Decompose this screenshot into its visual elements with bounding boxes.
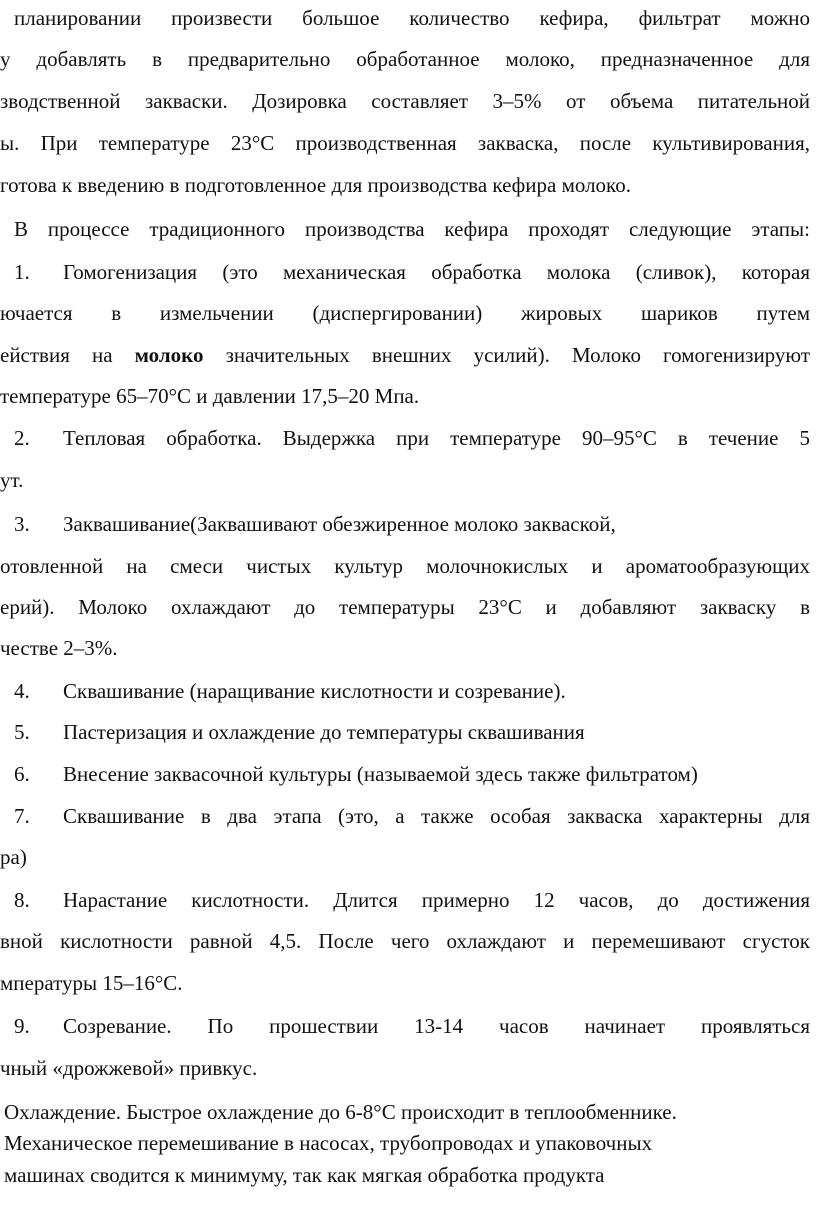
text-line: планировании произвести большое количество кефира, фильтрат можно	[14, 6, 810, 30]
list-item-text: вной кислотности равной 4,5. После чего охлаждают и перемешивают сгусток	[0, 929, 810, 953]
list-item-text: Сквашивание в два этапа (это, а также особая закваска характерны для	[63, 804, 810, 828]
list-item-text: ут.	[0, 468, 24, 492]
text-line: Механическое перемешивание в насосах, трубопроводах и упаковочных	[4, 1131, 653, 1155]
text-line: готова к введению в подготовленное для производства кефира молоко.	[0, 173, 631, 197]
list-item-text: отовленной на смеси чистых культур молочнокислых и ароматообразующих	[0, 554, 810, 578]
text-line: машинах сводится к минимуму, так как мягкая обработка продукта	[4, 1163, 605, 1187]
list-item-text: мпературы 15–16°С.	[0, 971, 183, 995]
list-item-text: честве 2–3%.	[0, 636, 118, 660]
list-item-text: Заквашивание(Заквашивают обезжиренное молоко закваской,	[63, 512, 616, 536]
list-item-text: Тепловая обработка. Выдержка при температуре 90–95°С в течение 5	[63, 426, 810, 450]
list-item-text: ерий). Молоко охлаждают до температуры 23°С и добавляют закваску в	[0, 595, 810, 619]
text-line: зводственной закваски. Дозировка составляет 3–5% от объема питательной	[0, 89, 810, 113]
list-item-text: ра)	[0, 845, 27, 869]
list-item-text: ействия на молоко значительных внешних усилий). Молоко гомогенизируют	[0, 343, 810, 367]
list-item-number: 3.	[14, 512, 30, 536]
list-item-number: 7.	[14, 804, 30, 828]
list-item-number: 4.	[14, 679, 30, 703]
list-item-number: 2.	[14, 426, 30, 450]
list-item-number: 5.	[14, 720, 30, 744]
list-item-text: Внесение заквасочной культуры (называемой здесь также фильтратом)	[63, 762, 698, 786]
list-item-text: температуре 65–70°С и давлении 17,5–20 Мпа.	[0, 384, 420, 408]
list-item-text: чный «дрожжевой» привкус.	[0, 1056, 258, 1080]
bold-word: молоко	[134, 343, 204, 367]
text-line: у добавлять в предварительно обработанное молоко, предназначенное для	[0, 47, 810, 71]
list-item-text: Созревание. По прошествии 13-14 часов начинает проявляться	[63, 1014, 810, 1038]
text-line: Охлаждение. Быстрое охлаждение до 6-8°С происходит в теплообменнике.	[4, 1100, 677, 1124]
list-item-number: 9.	[14, 1014, 30, 1038]
list-item-number: 8.	[14, 888, 30, 912]
list-item-number: 1.	[14, 260, 30, 284]
list-item-number: 6.	[14, 762, 30, 786]
text-line: В процессе традиционного производства кефира проходят следующие этапы:	[14, 217, 810, 241]
text-line: ы. При температуре 23°С производственная закваска, после культивирования,	[0, 131, 810, 155]
list-item-text: Нарастание кислотности. Длится примерно 12 часов, до достижения	[63, 888, 810, 912]
list-item-text: Гомогенизация (это механическая обработка молока (сливок), которая	[63, 260, 810, 284]
list-item-text: Сквашивание (наращивание кислотности и созревание).	[63, 679, 566, 703]
list-item-text: ючается в измельчении (диспергировании) жировых шариков путем	[0, 301, 810, 325]
list-item-text: Пастеризация и охлаждение до температуры сквашивания	[63, 720, 585, 744]
